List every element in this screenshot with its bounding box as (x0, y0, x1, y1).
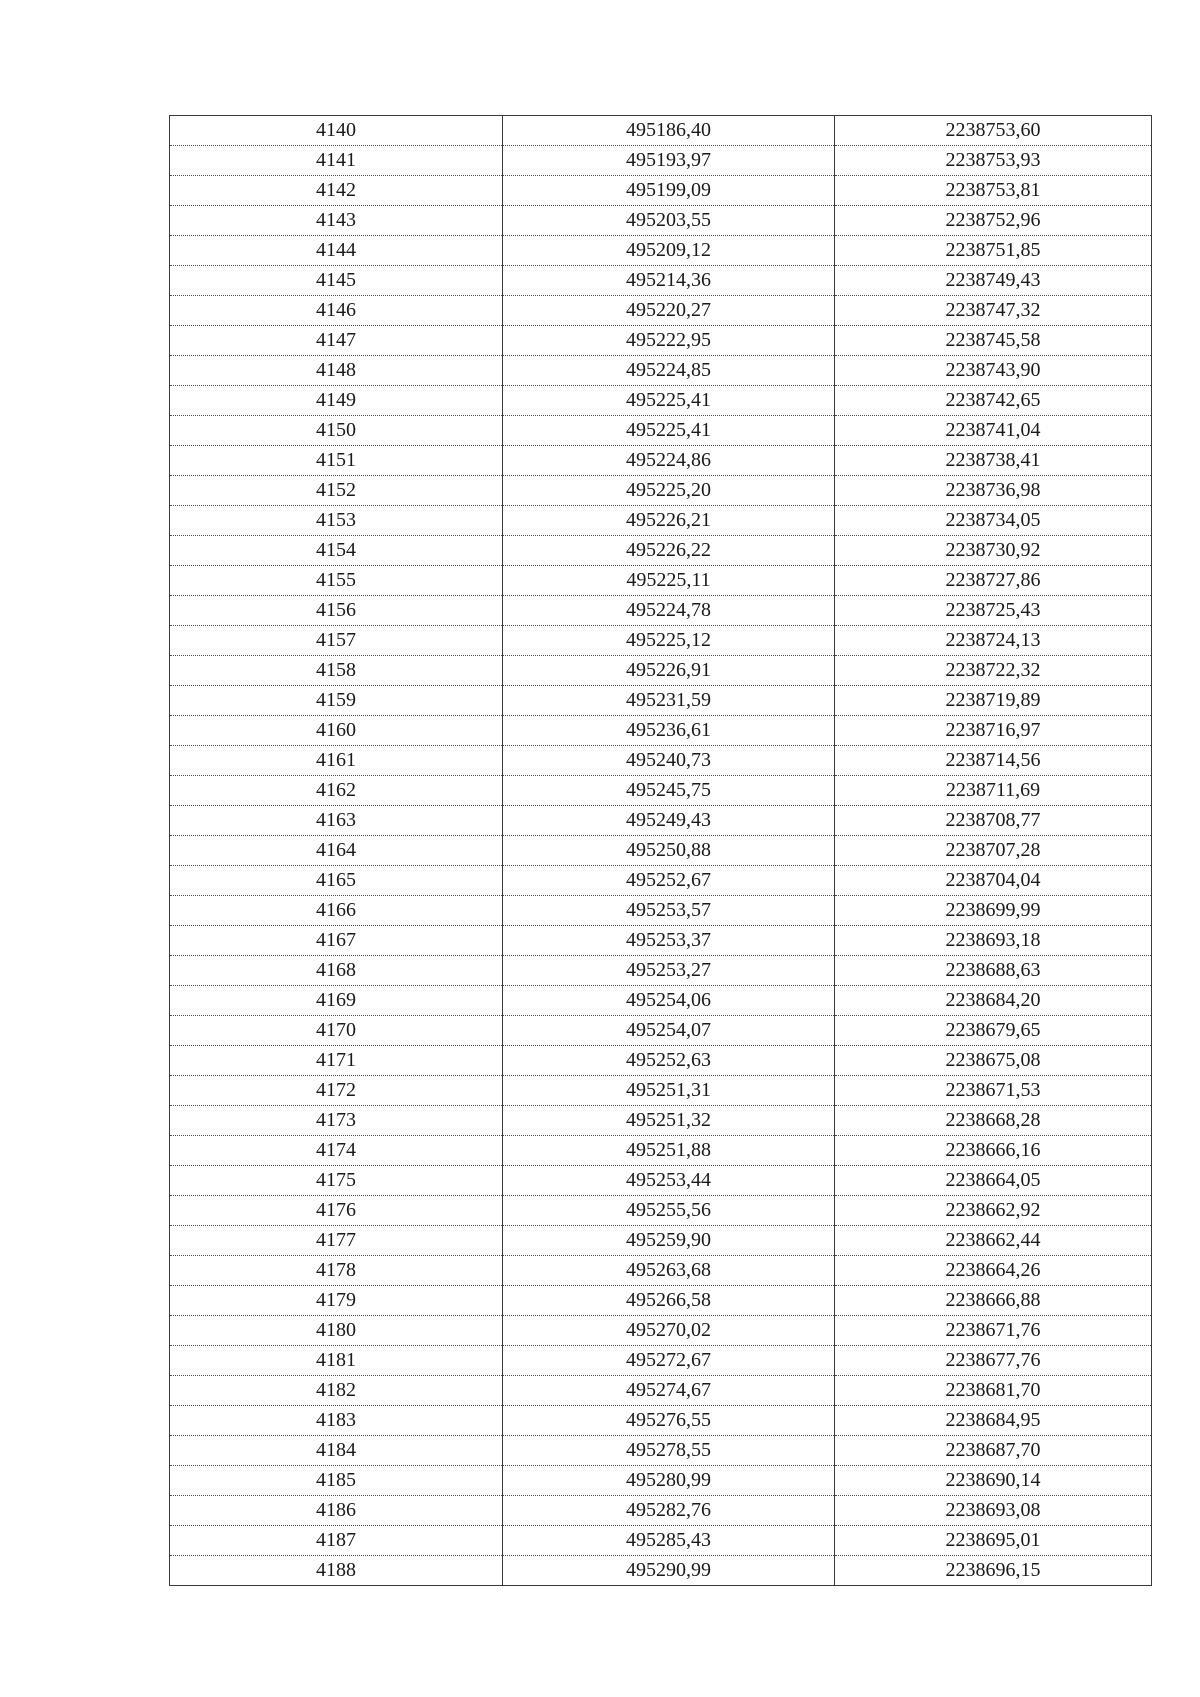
x-coordinate-cell: 495250,88 (503, 836, 835, 866)
table-row (170, 686, 1152, 716)
table-row (170, 116, 1152, 146)
y-coordinate-cell: 2238681,70 (835, 1376, 1152, 1406)
table-row (170, 716, 1152, 746)
x-coordinate-cell: 495214,36 (503, 266, 835, 296)
y-coordinate-cell: 2238727,86 (835, 566, 1152, 596)
point-number-cell: 4167 (170, 926, 503, 956)
y-coordinate-cell: 2238684,20 (835, 986, 1152, 1016)
point-number-cell: 4185 (170, 1466, 503, 1496)
table-row (170, 1046, 1152, 1076)
point-number-cell: 4171 (170, 1046, 503, 1076)
x-coordinate-cell: 495254,06 (503, 986, 835, 1016)
point-number-cell: 4163 (170, 806, 503, 836)
table-row (170, 476, 1152, 506)
x-coordinate-cell: 495209,12 (503, 236, 835, 266)
point-number-cell: 4187 (170, 1526, 503, 1556)
y-coordinate-cell: 2238704,04 (835, 866, 1152, 896)
x-coordinate-cell: 495186,40 (503, 116, 835, 146)
y-coordinate-cell: 2238668,28 (835, 1106, 1152, 1136)
y-coordinate-cell: 2238708,77 (835, 806, 1152, 836)
point-number-cell: 4186 (170, 1496, 503, 1526)
y-coordinate-cell: 2238690,14 (835, 1466, 1152, 1496)
y-coordinate-cell: 2238716,97 (835, 716, 1152, 746)
x-coordinate-cell: 495245,75 (503, 776, 835, 806)
y-coordinate-cell: 2238693,08 (835, 1496, 1152, 1526)
point-number-cell: 4169 (170, 986, 503, 1016)
table-row (170, 1166, 1152, 1196)
y-coordinate-cell: 2238711,69 (835, 776, 1152, 806)
table-row (170, 806, 1152, 836)
y-coordinate-cell: 2238741,04 (835, 416, 1152, 446)
y-coordinate-cell: 2238687,70 (835, 1436, 1152, 1466)
x-coordinate-cell: 495249,43 (503, 806, 835, 836)
y-coordinate-cell: 2238730,92 (835, 536, 1152, 566)
table-row (170, 1556, 1152, 1586)
point-number-cell: 4176 (170, 1196, 503, 1226)
point-number-cell: 4149 (170, 386, 503, 416)
y-coordinate-cell: 2238751,85 (835, 236, 1152, 266)
y-coordinate-cell: 2238662,44 (835, 1226, 1152, 1256)
point-number-cell: 4188 (170, 1556, 503, 1586)
y-coordinate-cell: 2238675,08 (835, 1046, 1152, 1076)
x-coordinate-cell: 495253,44 (503, 1166, 835, 1196)
y-coordinate-cell: 2238707,28 (835, 836, 1152, 866)
table-row (170, 656, 1152, 686)
point-number-cell: 4154 (170, 536, 503, 566)
table-row (170, 536, 1152, 566)
table-row (170, 1196, 1152, 1226)
point-number-cell: 4159 (170, 686, 503, 716)
table-row (170, 926, 1152, 956)
table-row (170, 266, 1152, 296)
point-number-cell: 4151 (170, 446, 503, 476)
table-row (170, 1106, 1152, 1136)
y-coordinate-cell: 2238722,32 (835, 656, 1152, 686)
point-number-cell: 4140 (170, 116, 503, 146)
y-coordinate-cell: 2238679,65 (835, 1016, 1152, 1046)
point-number-cell: 4179 (170, 1286, 503, 1316)
x-coordinate-cell: 495225,11 (503, 566, 835, 596)
x-coordinate-cell: 495225,20 (503, 476, 835, 506)
table-row (170, 1286, 1152, 1316)
y-coordinate-cell: 2238724,13 (835, 626, 1152, 656)
point-number-cell: 4146 (170, 296, 503, 326)
table-row (170, 1076, 1152, 1106)
x-coordinate-cell: 495276,55 (503, 1406, 835, 1436)
table-row (170, 146, 1152, 176)
y-coordinate-cell: 2238738,41 (835, 446, 1152, 476)
x-coordinate-cell: 495252,67 (503, 866, 835, 896)
y-coordinate-cell: 2238664,05 (835, 1166, 1152, 1196)
x-coordinate-cell: 495252,63 (503, 1046, 835, 1076)
point-number-cell: 4161 (170, 746, 503, 776)
x-coordinate-cell: 495240,73 (503, 746, 835, 776)
x-coordinate-cell: 495225,41 (503, 416, 835, 446)
point-number-cell: 4181 (170, 1346, 503, 1376)
y-coordinate-cell: 2238671,76 (835, 1316, 1152, 1346)
table-row (170, 1316, 1152, 1346)
y-coordinate-cell: 2238695,01 (835, 1526, 1152, 1556)
table-row (170, 776, 1152, 806)
x-coordinate-cell: 495224,78 (503, 596, 835, 626)
point-number-cell: 4184 (170, 1436, 503, 1466)
y-coordinate-cell: 2238753,93 (835, 146, 1152, 176)
x-coordinate-cell: 495222,95 (503, 326, 835, 356)
point-number-cell: 4148 (170, 356, 503, 386)
table-row (170, 326, 1152, 356)
point-number-cell: 4155 (170, 566, 503, 596)
table-row (170, 1346, 1152, 1376)
x-coordinate-cell: 495225,41 (503, 386, 835, 416)
point-number-cell: 4153 (170, 506, 503, 536)
y-coordinate-cell: 2238664,26 (835, 1256, 1152, 1286)
y-coordinate-cell: 2238696,15 (835, 1556, 1152, 1586)
table-row (170, 836, 1152, 866)
point-number-cell: 4145 (170, 266, 503, 296)
table-row (170, 1376, 1152, 1406)
y-coordinate-cell: 2238677,76 (835, 1346, 1152, 1376)
y-coordinate-cell: 2238743,90 (835, 356, 1152, 386)
x-coordinate-cell: 495220,27 (503, 296, 835, 326)
y-coordinate-cell: 2238742,65 (835, 386, 1152, 416)
point-number-cell: 4168 (170, 956, 503, 986)
y-coordinate-cell: 2238666,88 (835, 1286, 1152, 1316)
table-row (170, 386, 1152, 416)
table-row (170, 1226, 1152, 1256)
table-row (170, 1526, 1152, 1556)
x-coordinate-cell: 495254,07 (503, 1016, 835, 1046)
y-coordinate-cell: 2238719,89 (835, 686, 1152, 716)
x-coordinate-cell: 495253,57 (503, 896, 835, 926)
y-coordinate-cell: 2238693,18 (835, 926, 1152, 956)
x-coordinate-cell: 495251,31 (503, 1076, 835, 1106)
y-coordinate-cell: 2238752,96 (835, 206, 1152, 236)
point-number-cell: 4164 (170, 836, 503, 866)
table-row (170, 1136, 1152, 1166)
x-coordinate-cell: 495251,32 (503, 1106, 835, 1136)
x-coordinate-cell: 495199,09 (503, 176, 835, 206)
x-coordinate-cell: 495270,02 (503, 1316, 835, 1346)
table-row (170, 1016, 1152, 1046)
x-coordinate-cell: 495285,43 (503, 1526, 835, 1556)
x-coordinate-cell: 495193,97 (503, 146, 835, 176)
x-coordinate-cell: 495231,59 (503, 686, 835, 716)
table-row (170, 1436, 1152, 1466)
x-coordinate-cell: 495236,61 (503, 716, 835, 746)
point-number-cell: 4152 (170, 476, 503, 506)
y-coordinate-cell: 2238749,43 (835, 266, 1152, 296)
table-row (170, 1496, 1152, 1526)
y-coordinate-cell: 2238753,81 (835, 176, 1152, 206)
table-row (170, 206, 1152, 236)
table-row (170, 596, 1152, 626)
table-row (170, 986, 1152, 1016)
point-number-cell: 4144 (170, 236, 503, 266)
x-coordinate-cell: 495253,27 (503, 956, 835, 986)
x-coordinate-cell: 495259,90 (503, 1226, 835, 1256)
point-number-cell: 4158 (170, 656, 503, 686)
point-number-cell: 4177 (170, 1226, 503, 1256)
point-number-cell: 4183 (170, 1406, 503, 1436)
x-coordinate-cell: 495280,99 (503, 1466, 835, 1496)
y-coordinate-cell: 2238753,60 (835, 116, 1152, 146)
y-coordinate-cell: 2238688,63 (835, 956, 1152, 986)
x-coordinate-cell: 495224,86 (503, 446, 835, 476)
point-number-cell: 4182 (170, 1376, 503, 1406)
x-coordinate-cell: 495226,21 (503, 506, 835, 536)
table-row (170, 1256, 1152, 1286)
table-row (170, 506, 1152, 536)
y-coordinate-cell: 2238699,99 (835, 896, 1152, 926)
x-coordinate-cell: 495203,55 (503, 206, 835, 236)
y-coordinate-cell: 2238671,53 (835, 1076, 1152, 1106)
point-number-cell: 4172 (170, 1076, 503, 1106)
point-number-cell: 4166 (170, 896, 503, 926)
x-coordinate-cell: 495278,55 (503, 1436, 835, 1466)
x-coordinate-cell: 495290,99 (503, 1556, 835, 1586)
coordinates-table-body (170, 116, 1152, 1586)
point-number-cell: 4165 (170, 866, 503, 896)
point-number-cell: 4143 (170, 206, 503, 236)
x-coordinate-cell: 495226,22 (503, 536, 835, 566)
y-coordinate-cell: 2238666,16 (835, 1136, 1152, 1166)
table-row (170, 176, 1152, 206)
point-number-cell: 4141 (170, 146, 503, 176)
table-row (170, 566, 1152, 596)
point-number-cell: 4147 (170, 326, 503, 356)
point-number-cell: 4157 (170, 626, 503, 656)
y-coordinate-cell: 2238725,43 (835, 596, 1152, 626)
table-row (170, 626, 1152, 656)
point-number-cell: 4156 (170, 596, 503, 626)
table-row (170, 416, 1152, 446)
point-number-cell: 4175 (170, 1166, 503, 1196)
point-number-cell: 4150 (170, 416, 503, 446)
x-coordinate-cell: 495253,37 (503, 926, 835, 956)
x-coordinate-cell: 495274,67 (503, 1376, 835, 1406)
table-row (170, 1406, 1152, 1436)
point-number-cell: 4173 (170, 1106, 503, 1136)
x-coordinate-cell: 495282,76 (503, 1496, 835, 1526)
point-number-cell: 4162 (170, 776, 503, 806)
table-row (170, 356, 1152, 386)
point-number-cell: 4160 (170, 716, 503, 746)
table-row (170, 746, 1152, 776)
x-coordinate-cell: 495255,56 (503, 1196, 835, 1226)
point-number-cell: 4180 (170, 1316, 503, 1346)
coordinates-table (169, 115, 1152, 1586)
point-number-cell: 4174 (170, 1136, 503, 1166)
y-coordinate-cell: 2238747,32 (835, 296, 1152, 326)
table-row (170, 1466, 1152, 1496)
point-number-cell: 4142 (170, 176, 503, 206)
table-row (170, 956, 1152, 986)
point-number-cell: 4170 (170, 1016, 503, 1046)
x-coordinate-cell: 495266,58 (503, 1286, 835, 1316)
x-coordinate-cell: 495226,91 (503, 656, 835, 686)
x-coordinate-cell: 495263,68 (503, 1256, 835, 1286)
x-coordinate-cell: 495224,85 (503, 356, 835, 386)
y-coordinate-cell: 2238734,05 (835, 506, 1152, 536)
table-row (170, 446, 1152, 476)
y-coordinate-cell: 2238745,58 (835, 326, 1152, 356)
y-coordinate-cell: 2238736,98 (835, 476, 1152, 506)
y-coordinate-cell: 2238684,95 (835, 1406, 1152, 1436)
x-coordinate-cell: 495272,67 (503, 1346, 835, 1376)
x-coordinate-cell: 495251,88 (503, 1136, 835, 1166)
table-row (170, 296, 1152, 326)
table-row (170, 896, 1152, 926)
point-number-cell: 4178 (170, 1256, 503, 1286)
y-coordinate-cell: 2238662,92 (835, 1196, 1152, 1226)
x-coordinate-cell: 495225,12 (503, 626, 835, 656)
y-coordinate-cell: 2238714,56 (835, 746, 1152, 776)
table-row (170, 866, 1152, 896)
table-row (170, 236, 1152, 266)
